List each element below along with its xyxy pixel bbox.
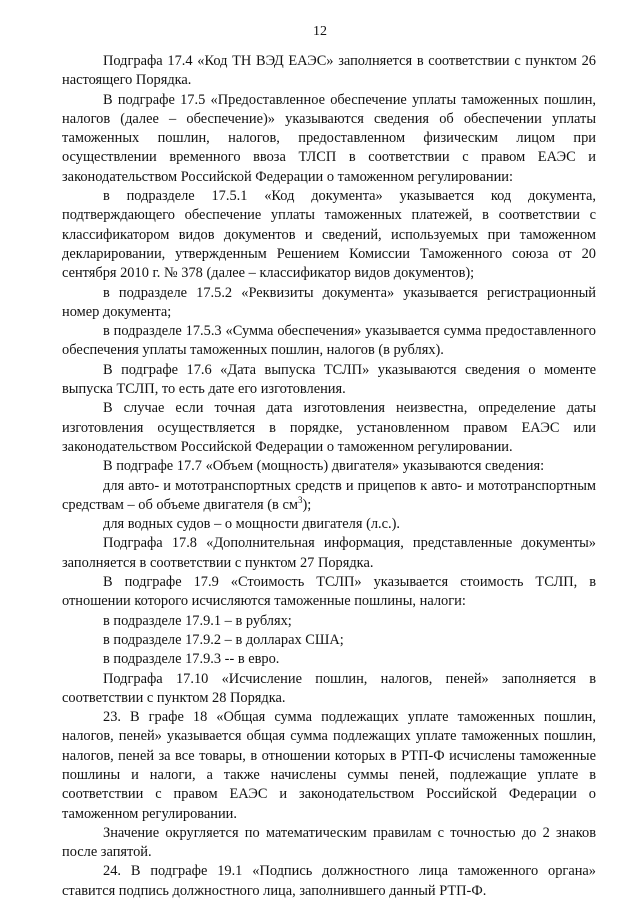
paragraph: 23. В графе 18 «Общая сумма подлежащих уплате таможенных пошлин, налогов, пеней» указывается общая сумма подлежащих уплате таможенных пошлин, налогов, пеней за все товары, в отношении которых в РТП-Ф исчислены таможенные пошлины и налоги, а также начислены суммы пеней, подлежащие уплате в соответствии с правом ЕАЭС и законодательством Российской Федерации о таможенном регулировании. (62, 709, 596, 822)
paragraph-text: для авто- и мототранспортных средств и прицепов к авто- и мототранспортным средствам – об объеме двигателя (в см (62, 477, 596, 513)
paragraph: в подразделе 17.5.2 «Реквизиты документа» указывается регистрационный номер документа; (62, 284, 596, 320)
superscript: 3 (297, 495, 303, 506)
paragraph: Подграфа 17.10 «Исчисление пошлин, налогов, пеней» заполняется в соответствии с пунктом 28 Порядка. (62, 670, 596, 706)
paragraph: В случае если точная дата изготовления неизвестна, определение даты изготовления осуществляется в порядке, установленном правом ЕАЭС или законодательством Российской Федерации о таможенном регулировании. (62, 400, 596, 455)
paragraph: Подграфа 17.4 «Код ТН ВЭД ЕАЭС» заполняется в соответствии с пунктом 26 настоящего Порядка. (62, 53, 596, 89)
paragraph: В подграфе 17.5 «Предоставленное обеспечение уплаты таможенных пошлин, налогов (далее – обеспечение)» указываются сведения об обеспечении уплаты таможенных пошлин, налогов, предоставленном физическим лицом при осуществлении временного ввоза ТЛСП в соответствии с правом ЕАЭС и законодательством Российской Федерации о таможенном регулировании: (62, 91, 596, 185)
paragraph: В подграфе 17.9 «Стоимость ТСЛП» указывается стоимость ТСЛП, в отношении которого исчисляются таможенные пошлины, налоги: (62, 574, 596, 610)
list-item: в подразделе 17.9.1 – в рублях; (103, 612, 292, 629)
paragraph: Значение округляется по математическим правилам с точностью до 2 знаков после запятой. (62, 824, 596, 861)
paragraph: Подграфа 17.8 «Дополнительная информация, представленные документы» заполняется в соответствии с пунктом 27 Порядка. (62, 535, 596, 571)
paragraph: 24. В подграфе 19.1 «Подпись должностного лица таможенного органа» ставится подпись должностного лица, заполнившего данный РТП-Ф. (62, 863, 596, 899)
page-number: 12 (313, 24, 327, 39)
paragraph-engine-volume (62, 477, 596, 516)
paragraph: В подграфе 17.7 «Объем (мощность) двигателя» указываются сведения: (103, 458, 545, 475)
paragraph: В подграфе 17.6 «Дата выпуска ТСЛП» указываются сведения о моменте выпуска ТСЛП, то есть дате его изготовления. (62, 361, 596, 398)
paragraph: в подразделе 17.5.1 «Код документа» указывается код документа, подтверждающего обеспечение уплаты таможенных платежей, в соответствии с классификатором видов документов и сведений, используемых при таможенном декларировании, утвержденным Решением Комиссии Таможенного союза от 20 сентября 2010 г. № 378 (далее – классификатор видов документов); (62, 188, 596, 282)
paragraph-text-end: ); (302, 496, 312, 513)
document-body (62, 52, 596, 901)
paragraph: для водных судов – о мощности двигателя (л.с.). (103, 516, 401, 533)
list-item: в подразделе 17.9.3 -- в евро. (103, 651, 280, 668)
list-item: в подразделе 17.9.2 – в долларах США; (103, 631, 344, 648)
paragraph: в подразделе 17.5.3 «Сумма обеспечения» указывается сумма предоставленного обеспечения уплаты таможенных пошлин, налогов (в рублях). (62, 323, 596, 359)
